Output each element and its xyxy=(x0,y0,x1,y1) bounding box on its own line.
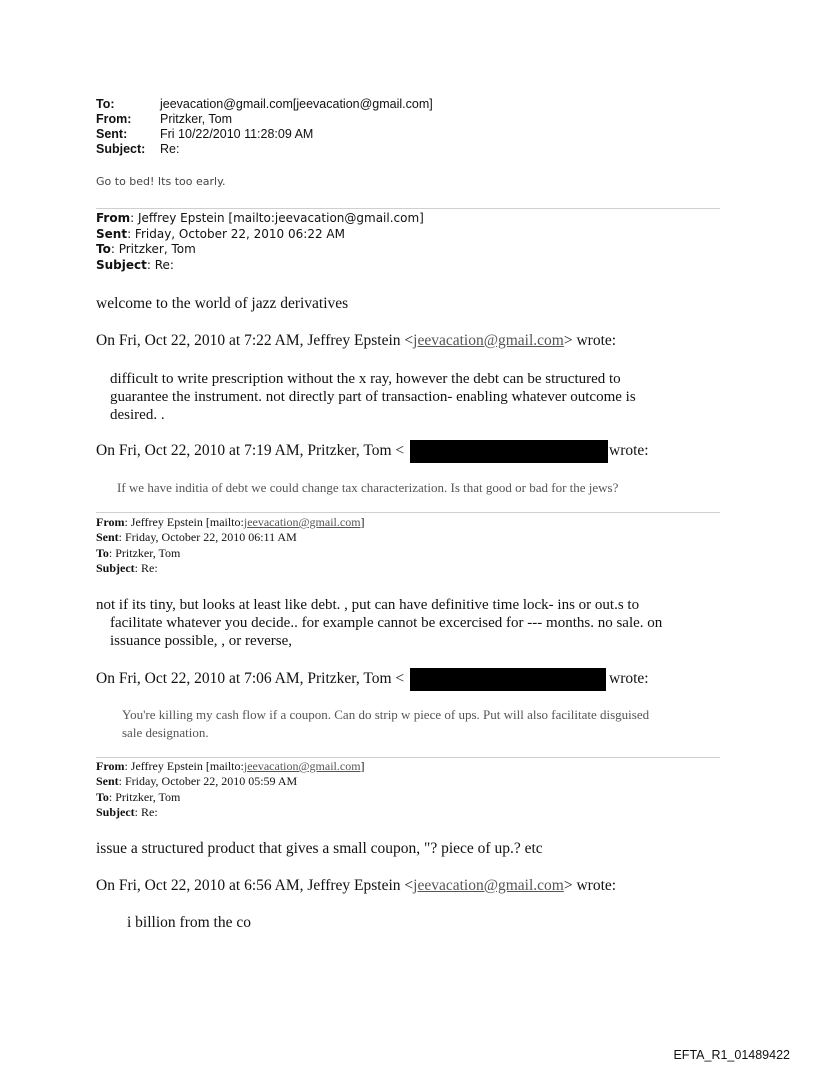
fwd1-subject-value: : Re: xyxy=(146,257,174,272)
fwd3-subject-value: : Re: xyxy=(134,804,158,819)
to-label: To: xyxy=(96,97,115,111)
forward-header-1 xyxy=(96,211,424,273)
fwd3-from-suffix: ] xyxy=(360,759,365,773)
fwd2-subject-line xyxy=(96,561,365,576)
message-4 xyxy=(96,596,662,650)
fwd2-subject-label: Subject xyxy=(96,560,135,575)
fwd1-sent-label: Sent xyxy=(96,226,128,241)
fwd2-from-suffix: ] xyxy=(360,515,365,529)
message-2-line-1: difficult to write prescription without the x ray, however the debt can be structured to xyxy=(110,371,621,387)
quote1-prefix: On Fri, Oct 22, 2010 at 7:22 AM, Jeffrey Epstein < xyxy=(96,332,414,349)
quote4-prefix: On Fri, Oct 22, 2010 at 6:56 AM, Jeffrey Epstein < xyxy=(96,877,414,894)
bates-number: EFTA_R1_01489422 xyxy=(673,1048,790,1062)
fwd1-from-value: : Jeffrey Epstein [mailto:jeevacation@gmail.com] xyxy=(130,211,424,225)
fwd2-sent-label: Sent xyxy=(96,530,119,545)
sent-value: Fri 10/22/2010 11:28:09 AM xyxy=(160,127,314,141)
fwd3-sent-label: Sent xyxy=(96,774,119,789)
quote-line-3-prefix: On Fri, Oct 22, 2010 at 7:06 AM, Pritzker, Tom < xyxy=(96,670,405,687)
message-2 xyxy=(96,370,636,424)
fwd2-email-link[interactable]: jeevacation@gmail.com xyxy=(243,515,361,529)
quote-line-4 xyxy=(96,877,616,895)
fwd1-subject-line xyxy=(96,258,424,274)
quote1-email-link[interactable]: jeevacation@gmail.com xyxy=(413,332,564,349)
fwd3-subject-line xyxy=(96,805,365,820)
message-2-line-2: guarantee the instrument. not directly part of transaction- enabling whatever outcome is xyxy=(110,389,636,405)
from-value: Pritzker, Tom xyxy=(160,112,233,126)
message-5 xyxy=(122,706,649,742)
fwd2-to-label: To xyxy=(96,545,109,560)
quote-line-2-suffix: wrote: xyxy=(609,442,649,459)
fwd2-subject-value: : Re: xyxy=(134,560,158,575)
forward-header-3 xyxy=(96,759,365,820)
fwd2-from-line xyxy=(96,515,365,530)
message-5-line-1: You're killing my cash flow if a coupon. Can do strip w piece of ups. Put will also facilitate disguised xyxy=(122,707,650,722)
message-3: If we have inditia of debt we could change tax characterization. Is that good or bad for the jews? xyxy=(117,480,619,495)
fwd3-from-label: From xyxy=(96,759,125,773)
divider xyxy=(96,757,720,758)
fwd3-to-line xyxy=(96,790,365,805)
fwd1-to-line xyxy=(96,242,424,258)
message-1: welcome to the world of jazz derivatives xyxy=(96,295,349,312)
message-4-line-1: not if its tiny, but looks at least like debt. , put can have definitive time lock- ins or out.s to xyxy=(96,597,640,613)
message-6: issue a structured product that gives a small coupon, "? piece of up.? etc xyxy=(96,840,543,857)
redaction-bar xyxy=(410,440,608,463)
fwd1-sent-line xyxy=(96,227,424,243)
fwd2-from-label: From xyxy=(96,515,125,529)
fwd1-to-value: : Pritzker, Tom xyxy=(110,242,196,256)
quote1-suffix: > wrote: xyxy=(563,332,617,349)
quote4-suffix: > wrote: xyxy=(563,877,617,894)
quote-line-2-prefix: On Fri, Oct 22, 2010 at 7:19 AM, Pritzker, Tom < xyxy=(96,442,405,459)
fwd2-to-value: : Pritzker, Tom xyxy=(108,545,181,560)
from-label: From: xyxy=(96,112,132,126)
fwd1-from-line xyxy=(96,211,424,227)
fwd3-to-label: To xyxy=(96,789,109,804)
divider xyxy=(96,208,720,209)
fwd3-sent-line xyxy=(96,774,365,789)
quote-line-3-suffix: wrote: xyxy=(609,670,649,687)
redaction-bar xyxy=(410,668,606,691)
fwd3-to-value: : Pritzker, Tom xyxy=(108,789,181,804)
subject-value: Re: xyxy=(160,142,180,156)
message-4-line-3: issuance possible, , or reverse, xyxy=(110,633,293,649)
sent-label: Sent: xyxy=(96,127,128,141)
to-value: jeevacation@gmail.com[jeevacation@gmail.com] xyxy=(160,97,433,111)
fwd1-from-label: From xyxy=(96,211,131,225)
fwd1-sent-value: : Friday, October 22, 2010 06:22 AM xyxy=(127,226,345,241)
fwd3-email-link[interactable]: jeevacation@gmail.com xyxy=(243,759,361,773)
fwd3-sent-value: : Friday, October 22, 2010 05:59 AM xyxy=(118,774,298,789)
message-2-line-3: desired. . xyxy=(110,407,165,423)
forward-header-2 xyxy=(96,515,365,576)
fwd2-to-line xyxy=(96,546,365,561)
fwd1-subject-label: Subject xyxy=(96,257,147,272)
quote-line-1 xyxy=(96,332,616,350)
fwd1-to-label: To xyxy=(96,242,111,256)
fwd2-sent-line xyxy=(96,530,365,545)
message-4-line-2: facilitate whatever you decide.. for example cannot be excercised for --- months. no sale. on xyxy=(110,615,663,631)
message-7: i billion from the co xyxy=(127,914,251,931)
fwd3-from-prefix: : Jeffrey Epstein [mailto: xyxy=(124,759,244,773)
fwd3-subject-label: Subject xyxy=(96,804,135,819)
fwd2-from-prefix: : Jeffrey Epstein [mailto: xyxy=(124,515,244,529)
reply-note: Go to bed! Its too early. xyxy=(96,175,226,188)
fwd3-from-line xyxy=(96,759,365,774)
divider xyxy=(96,512,720,513)
subject-label: Subject: xyxy=(96,142,146,156)
quote4-email-link[interactable]: jeevacation@gmail.com xyxy=(413,877,564,894)
message-5-line-2: sale designation. xyxy=(122,725,209,740)
fwd2-sent-value: : Friday, October 22, 2010 06:11 AM xyxy=(118,530,297,545)
